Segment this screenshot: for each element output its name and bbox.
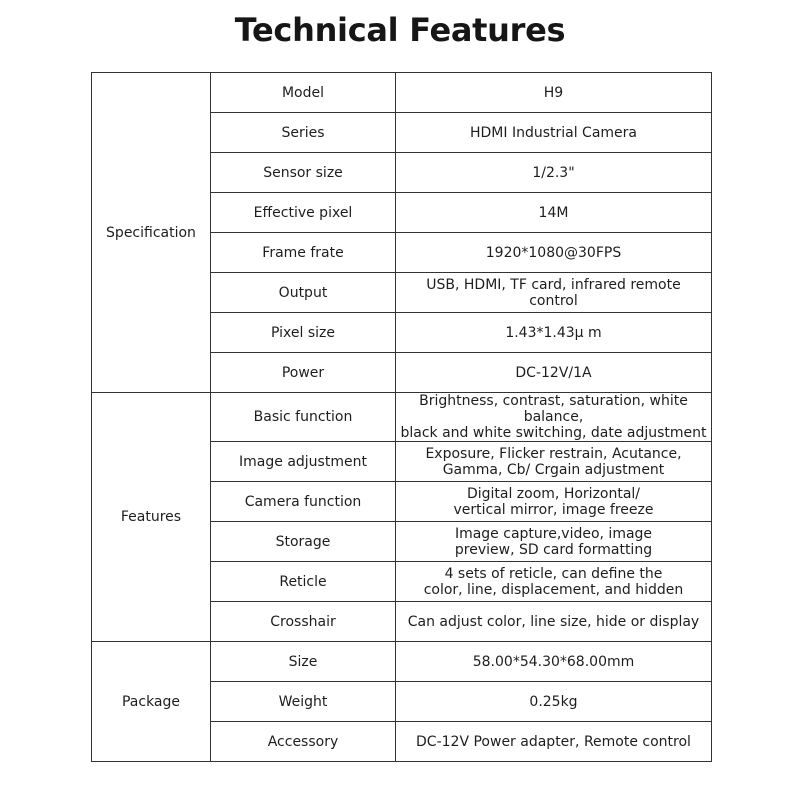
value-line: 58.00*54.30*68.00mm <box>472 653 635 670</box>
row-value <box>396 642 712 682</box>
value-line: 14M <box>538 204 569 221</box>
row-value <box>396 482 712 522</box>
value-line: black and white switching, date adjustment <box>400 425 707 441</box>
value-line: 1/2.3" <box>532 164 575 181</box>
row-label: Storage <box>211 522 396 562</box>
value-line: color, line, displacement, and hidden <box>423 581 684 598</box>
row-label: Crosshair <box>211 602 396 642</box>
row-value <box>396 273 712 313</box>
value-line: Image capture,video, image <box>454 525 653 542</box>
row-label: Reticle <box>211 562 396 602</box>
row-label: Series <box>211 113 396 153</box>
value-line: Exposure, Flicker restrain, Acutance, <box>425 445 682 462</box>
spec-table-body <box>92 73 712 762</box>
value-line: HDMI Industrial Camera <box>469 124 637 141</box>
row-value <box>396 522 712 562</box>
section-label: Package <box>92 642 211 762</box>
value-line: 1.43*1.43μ m <box>505 324 602 341</box>
row-label: Basic function <box>211 393 396 442</box>
row-value <box>396 442 712 482</box>
row-value <box>396 233 712 273</box>
row-value <box>396 393 712 442</box>
value-line: 1920*1080@30FPS <box>485 244 622 261</box>
row-value <box>396 113 712 153</box>
row-value <box>396 562 712 602</box>
value-line: 0.25kg <box>529 693 578 710</box>
spec-table <box>91 72 712 762</box>
table-row <box>92 642 712 682</box>
row-label: Output <box>211 273 396 313</box>
row-label: Frame frate <box>211 233 396 273</box>
value-line: Digital zoom, Horizontal/ <box>466 485 641 502</box>
row-value <box>396 682 712 722</box>
value-line: Brightness, contrast, saturation, white balance, <box>419 393 688 425</box>
value-line: DC-12V/1A <box>515 364 592 381</box>
row-label: Effective pixel <box>211 193 396 233</box>
value-line: 4 sets of reticle, can define the <box>444 565 663 582</box>
value-line: DC-12V Power adapter, Remote control <box>416 733 691 750</box>
row-value <box>396 193 712 233</box>
page-title: Technical Features <box>234 11 566 49</box>
row-value <box>396 73 712 113</box>
row-label: Weight <box>211 682 396 722</box>
section-label: Specification <box>92 73 211 393</box>
row-label: Power <box>211 353 396 393</box>
row-label: Model <box>211 73 396 113</box>
section-label: Features <box>92 393 211 642</box>
row-label: Sensor size <box>211 153 396 193</box>
value-line: vertical mirror, image freeze <box>453 501 654 518</box>
row-value <box>396 722 712 762</box>
value-line: Gamma, Cb/ Crgain adjustment <box>442 461 665 478</box>
value-line: USB, HDMI, TF card, infrared remote control <box>426 276 681 309</box>
table-row <box>92 73 712 113</box>
row-label: Pixel size <box>211 313 396 353</box>
row-label: Size <box>211 642 396 682</box>
row-value <box>396 153 712 193</box>
value-line: H9 <box>543 84 564 101</box>
row-value <box>396 602 712 642</box>
value-line: preview, SD card formatting <box>454 541 653 558</box>
row-label: Accessory <box>211 722 396 762</box>
row-label: Image adjustment <box>211 442 396 482</box>
row-value <box>396 353 712 393</box>
row-value <box>396 313 712 353</box>
row-label: Camera function <box>211 482 396 522</box>
value-line: Can adjust color, line size, hide or display <box>407 613 700 630</box>
table-row <box>92 393 712 442</box>
